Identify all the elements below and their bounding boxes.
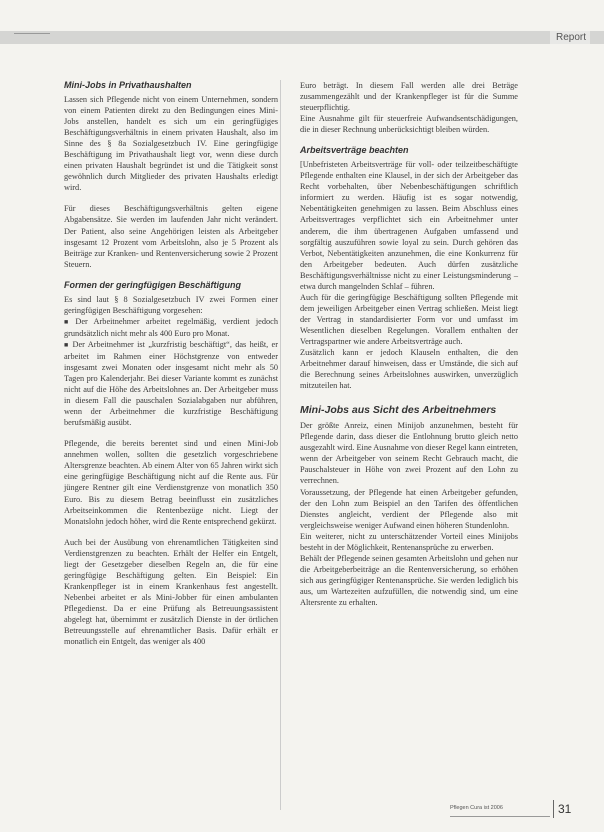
section-label: Report <box>550 31 590 44</box>
paragraph: Lassen sich Pflegende nicht von einem Unternehmen, sondern von einem Patienten direkt zu den Bedingungen eines Mini-Jobs anstellen, handelt es sich um ein geringfügiges Beschäftigungsverhältnis in einem privaten Haushalt, also im Sinne des § 8a Sozialgesetzbuch IV. Eine geringfügige Beschäftigung im Privathaushalt liegt vor, wenn diese durch einen privaten Haushalt begründet ist und die Tätigkeit sonst gewöhnlich durch Mitglieder des privaten Haushalts erledigt wird. <box>64 95 278 193</box>
heading-arbeitsvertraege: Arbeitsverträge beachten <box>300 145 409 156</box>
paragraph: Für dieses Beschäftigungsverhältnis gelten eigene Abgabensätze. Sie werden im laufenden Jahr nicht verändert. Der Patient, also seine Angehörigen leisten als Arbeitgeber insgesamt 12 Prozent vom Arbeitslohn, also je 5 Prozent als Beiträge zur Kranken- und Rentenversicherung sowie 2 Prozent Steuern. <box>64 204 278 269</box>
square-bullet-icon <box>64 317 75 326</box>
bullet-text: Der Arbeitnehmer ist „kurzfristig beschäftigt“, das heißt, er arbeitet im Rahmen einer Höchstgrenze von entweder insgesamt zwei Monaten oder insgesamt nicht mehr als 50 Tagen pro Kalenderjahr. Bei dieser Variante kommt es zunächst nicht auf die Höhe des Arbeitslohnes an. Der Arbeitgeber muss in diesem Fall die pauschalen Sozialabgaben nur abführen, wenn der Arbeitnehmer die kurzfristige Beschäftigung berufsmäßig ausübt. <box>64 339 278 428</box>
paragraph: Euro beträgt. In diesem Fall werden alle drei Beträge zusammengezählt und der Krankenpfleger ist für die Summe steuerpflichtig. <box>300 81 518 113</box>
page-number: 31 <box>558 802 572 816</box>
page-number-divider <box>553 800 554 818</box>
paragraph: Eine Ausnahme gilt für steuerfreie Aufwandsentschädigungen, die in dieser Rechnung unberücksichtigt bleiben würden. <box>300 114 518 135</box>
corner-mark <box>14 33 50 34</box>
bullet-item <box>64 339 278 428</box>
heading-mini-jobs-privathaushalten: Mini-Jobs in Privathaushalten <box>64 80 192 90</box>
left-column <box>64 80 278 657</box>
paragraph: Der größte Anreiz, einen Minijob anzunehmen, besteht für Pflegende darin, dass dieser die Entlohnung brutto gleich netto ausgezahlt wird. Eine Ausnahme von dieser Regel kann eintreten, wenn der Arbeitgeber von seinem Recht Gebrauch macht, die Pauschalsteuer in Höhe von zwei Prozent auf den Lohn zu verrechnen. <box>300 421 518 486</box>
paragraph: Auch für die geringfügige Beschäftigung sollten Pflegende mit dem jeweiligen Arbeitgeber einen Vertrag schließen. Meist liegt der Vertrag in standardisierter Form vor und umfasst im Wesentlichen dieselben Regelungen. Vorallem enthalten der Vertragspartner wie andere Arbeitsverträge auch. <box>300 292 518 346</box>
bullet-text: Der Arbeitnehmer arbeitet regelmäßig, verdient jedoch grundsätzlich nicht mehr als 400 Euro pro Monat. <box>64 316 278 338</box>
paragraph: Pflegende, die bereits berentet sind und einen Mini-Job annehmen wollen, sollten die gesetzlich vorgeschriebene Altersgrenze beachten. Ab einem Alter von 65 Jahren wirkt sich eine geringfügige Beschäftigung nicht auf die Rente aus. Für jüngere Rentner gilt eine Verdienstgrenze von monatlich 350 Euro. Bis zu diesem Betrag beeinflusst ein zusätzliches Arbeitseinkommen die Rentenbezüge nicht. Liegt der Monatslohn jedoch höher, wird die Rente entsprechend gekürzt. <box>64 439 278 526</box>
paragraph: Zusätzlich kann er jedoch Klauseln enthalten, die den Arbeitnehmer darauf hinweisen, dass er Umstände, die sich auf die Berechnung seines Arbeitslohnes auswirken, unverzüglich mitzuteilen hat. <box>300 348 518 391</box>
column-divider <box>280 80 281 810</box>
paragraph: Ein weiterer, nicht zu unterschätzender Vorteil eines Minijobs besteht in der Möglichkeit, Rentenansprüche zu erwerben. <box>300 531 518 552</box>
header-bar <box>0 31 604 44</box>
bullet-item <box>64 316 278 339</box>
paragraph: Behält der Pflegende seinen gesamten Arbeitslohn und gehen nur die Arbeitgeberbeiträge an die Rentenversicherung, so erhöhen sich aus geringfügiger Rentenansprüche. Sie werden lediglich bis aus, um Wartezeiten aufzufüllen, die notwendig sind, um eine Altersrente zu erhalten. <box>300 553 518 607</box>
heading-sicht-arbeitnehmer: Mini-Jobs aus Sicht des Arbeitnehmers <box>300 404 497 417</box>
paragraph: [Unbefristeten Arbeitsverträge für voll- oder teilzeitbeschäftigte Pflegende enthalten eine Klausel, in der sich der Arbeitgeber das Recht vorbehalten, über Nebenbeschäftigungen schriftlich informiert zu werden. Häufig ist es sogar notwendig, Nebentätigkeiten genehmigen zu lassen. Beim Abschluss eines Arbeitsvertrages verpflichtet sich ein Arbeitnehmer unter anderem, die ihm übertragenen Aufgaben umfassend und sorgfältig auszuführen sowie loyal zu sein. Durch gehören das Verbot, Nebentätigkeiten anzunehmen, die eine Konkurrenz für den Arbeitgeber bedeuten. Auch dürfen zusätzliche Beschäftigungsverhältnisse nicht zu einer Leistungsminderung – etwa durch mangelnden Schlaf – führen. <box>300 160 518 291</box>
footer-label: Pflegen Cura ist 2006 <box>450 805 503 811</box>
right-column <box>300 80 518 618</box>
paragraph: Es sind laut § 8 Sozialgesetzbuch IV zwei Formen einer geringfügigen Beschäftigung vorgesehen: <box>64 294 278 315</box>
paragraph: Voraussetzung, der Pflegende hat einen Arbeitgeber gefunden, der den Lohn zum Beispiel an den Tarifen des öffentlichen Dienstes angleicht, verdient der Pflegende also mit vergleichsweise weniger Aufwand einen höheren Stundenlohn. <box>300 487 518 530</box>
paragraph: Auch bei der Ausübung von ehrenamtlichen Tätigkeiten sind Verdienstgrenzen zu beachten. Erhält der Helfer ein Entgelt, liegt der Gesetzgeber dieselben Regeln an, die für eine geringfügige Beschäftigung gelten. Ein Beispiel: Ein Krankenpfleger ist in einem Krankenhaus fest angestellt. Nebenbei arbeitet er als Mini-Jobber für einen ambulanten Pflegedienst. Da er eine Prüfung als Betreuungsassistent abgelegt hat, übernimmt er zusätzlich Dienste in der örtlichen Betreuungsstelle auf ehrenamtlicher Basis. Dafür erhält er monatlich ein Entgelt, das weniger als 400 <box>64 537 278 647</box>
footer-rule <box>450 816 550 817</box>
heading-formen: Formen der geringfügigen Beschäftigung <box>64 279 242 290</box>
